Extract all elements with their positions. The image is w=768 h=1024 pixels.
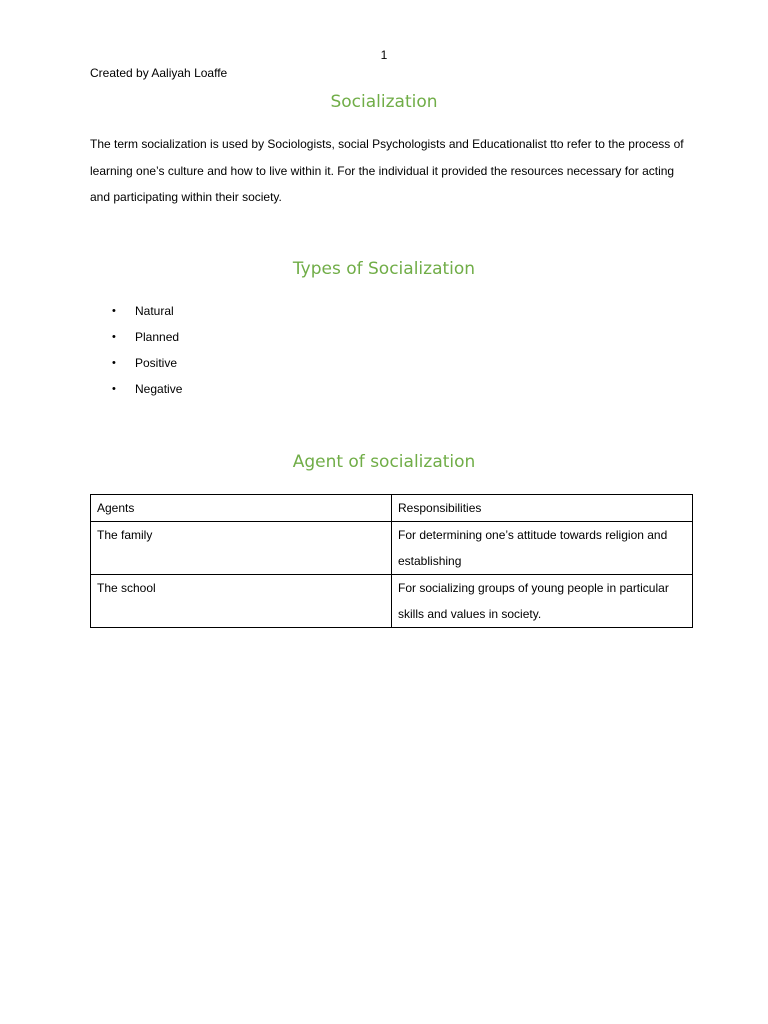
bullet-icon: • bbox=[112, 357, 116, 369]
table-row bbox=[91, 575, 693, 628]
table-cell: For determining one’s attitude towards religion and establishing bbox=[392, 522, 693, 575]
agents-table bbox=[90, 494, 693, 628]
author-line: Created by Aaliyah Loaffe bbox=[90, 66, 228, 80]
table-row bbox=[91, 522, 693, 575]
list-item-label: Negative bbox=[135, 382, 183, 396]
table-header-agents: Agents bbox=[91, 495, 392, 522]
table-cell: The school bbox=[91, 575, 392, 628]
list-item-label: Positive bbox=[135, 356, 178, 370]
intro-paragraph: The term socialization is used by Sociologists, social Psychologists and Educationalist tto refer to the process of learning one’s culture and how to live within it. For the individual it provided the resources necessary for acting and participating within their society. bbox=[90, 137, 684, 204]
types-heading: Types of Socialization bbox=[292, 259, 476, 279]
list-item bbox=[90, 298, 182, 324]
table-header-responsibilities: Responsibilities bbox=[392, 495, 693, 522]
page-number: 1 bbox=[380, 48, 388, 62]
table-header-row bbox=[91, 495, 693, 522]
bullet-icon: • bbox=[112, 305, 116, 317]
bullet-icon: • bbox=[112, 383, 116, 395]
list-item-label: Planned bbox=[135, 330, 180, 344]
list-item-label: Natural bbox=[135, 304, 174, 318]
agents-heading: Agent of socialization bbox=[292, 452, 476, 472]
list-item bbox=[90, 324, 182, 350]
list-item bbox=[90, 376, 182, 402]
table-cell: The family bbox=[91, 522, 392, 575]
document-title: Socialization bbox=[330, 92, 438, 112]
types-list bbox=[90, 298, 182, 402]
list-item bbox=[90, 350, 182, 376]
table-cell: For socializing groups of young people in particular skills and values in society. bbox=[392, 575, 693, 628]
bullet-icon: • bbox=[112, 331, 116, 343]
